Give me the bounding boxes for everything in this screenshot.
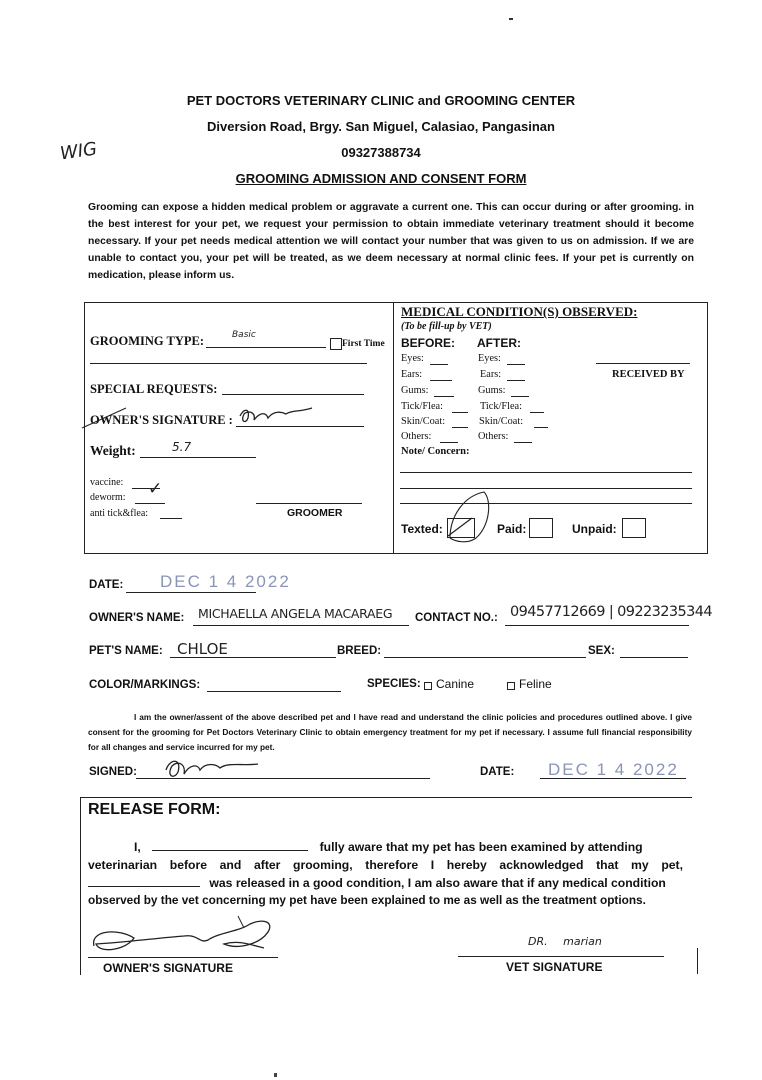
after-item-line[interactable] [534,427,548,428]
groomer-line[interactable] [256,503,362,504]
after-item: Gums: [478,385,506,396]
sex-line[interactable] [620,657,688,658]
color-line[interactable] [207,691,341,692]
vet-signature-label: VET SIGNATURE [506,960,603,974]
before-item: Others: [401,431,432,442]
deworm-check: ✓ [148,479,163,499]
date-label: DATE: [89,579,124,591]
after-item-line[interactable] [530,412,544,413]
groomer-label: GROOMER [287,507,343,519]
before-item: Ears: [401,369,423,380]
grooming-type-label: GROOMING TYPE: [90,334,205,348]
anti-tick-label: anti tick&flea: [90,508,149,519]
owner-name-value: MICHAELLA ANGELA MACARAEG [198,606,393,621]
after-item: Eyes: [478,353,501,364]
special-requests-label: SPECIAL REQUESTS: [90,382,218,396]
margin-note: WIG [58,138,99,165]
release-owner-blank[interactable] [152,839,308,851]
before-item: Eyes: [401,353,424,364]
before-label: BEFORE: [401,336,455,350]
consent-date-label: DATE: [480,766,515,778]
after-item: Tick/Flea: [480,401,522,412]
medical-subtitle: (To be fill-up by VET) [401,321,492,332]
weight-label: Weight: [90,443,136,458]
signed-label: SIGNED: [89,766,137,778]
grooming-type-value: Basic [232,330,256,340]
date-stamp: DEC 1 4 2022 [160,572,291,591]
canine-label: Canine [436,677,475,691]
release-line-1 [88,838,683,856]
after-item-line[interactable] [507,364,525,365]
owner-signature-release-label: OWNER'S SIGNATURE [103,961,233,975]
before-item-line[interactable] [430,364,448,365]
intro-paragraph: Grooming can expose a hidden medical problem or aggravate a current one. This can occur during or after grooming. in the best interest for your pet, we request your permission to obtain immediate veterinary treatment should it become necessary. If your pet needs medical attention we will contact your number that was given to us on admission. If we are unable to contact you, your pet will be treated, as we deem necessary at normal clinic fees. If your pet is currently on medication, please inform us. [88,202,694,281]
owner-name-line[interactable] [193,625,409,626]
breed-label: BREED: [337,645,382,657]
after-item: Skin/Coat: [479,416,524,427]
before-item-line[interactable] [434,396,454,397]
owner-signature-label: OWNER'S SIGNATURE : [90,413,233,427]
received-by-label: RECEIVED BY [612,369,685,380]
after-item-line[interactable] [511,396,529,397]
unpaid-label: Unpaid: [572,522,617,536]
texted-label: Texted: [401,522,443,536]
weight-line[interactable] [140,457,256,458]
received-by-line[interactable] [596,363,690,364]
clinic-name: PET DOCTORS VETERINARY CLINIC and GROOMING CENTER [186,93,576,108]
consent-paragraph: I am the owner/assent of the above described pet and I have read and understand the clinic policies and procedures outlined above. I give consent for the grooming for Pet Doctors Veterinary Clinic to obtain emergency treatment for my pet if necessary. I assume full financial responsibility for all changes and service incurred for my pet. [88,712,692,752]
vet-signature-line[interactable] [458,956,664,957]
release-title: RELEASE FORM: [88,801,221,818]
before-item-line[interactable] [452,412,468,413]
note-line[interactable] [400,488,692,489]
scan-speck [509,18,513,20]
before-item-line[interactable] [440,442,458,443]
release-left-rule [80,797,81,975]
sex-label: SEX: [588,645,615,657]
bottom-speck [274,1073,277,1077]
note-line[interactable] [400,472,692,473]
weight-value: 5.7 [172,440,192,454]
species-label: SPECIES: [367,678,421,690]
release-pet-blank[interactable] [88,875,200,887]
after-item-line[interactable] [507,380,525,381]
release-top-rule [80,797,692,798]
first-time-label: First Time [342,339,385,349]
before-item: Tick/Flea: [401,401,443,412]
release-line-3-text: was released in a good condition, I am also aware that if any medical condition [209,876,666,890]
release-line-3 [88,874,683,892]
clinic-phone: 09327388734 [341,145,421,160]
before-item: Skin/Coat: [401,416,446,427]
after-label: AFTER: [477,336,521,350]
release-line-1-text: fully aware that my pet has been examined by attending [319,840,643,854]
contact-value: 09457712669 | 09223235344 [510,604,713,620]
before-item-line[interactable] [452,427,468,428]
release-line-2: veterinarian before and after grooming, therefore I hereby acknowledged that my pet, [88,858,683,872]
vaccine-label: vaccine: [90,477,124,488]
texted-mark [446,486,494,546]
note-line[interactable] [400,503,692,504]
unpaid-checkbox[interactable] [622,518,646,538]
deworm-label: deworm: [90,492,126,503]
before-item: Gums: [401,385,429,396]
owner-name-label: OWNER'S NAME: [89,612,185,624]
special-requests-line[interactable] [222,394,364,395]
paid-label: Paid: [497,522,527,536]
anti-tick-line[interactable] [160,518,182,519]
after-item-line[interactable] [514,442,532,443]
box-divider [393,302,394,554]
first-time-checkbox[interactable] [330,338,342,350]
pet-name-label: PET'S NAME: [89,645,163,657]
vet-name: DR. marian [528,935,602,948]
breed-line[interactable] [384,657,586,658]
color-label: COLOR/MARKINGS: [89,679,201,691]
form-title: GROOMING ADMISSION AND CONSENT FORM [235,171,527,186]
consent-date-stamp: DEC 1 4 2022 [548,760,679,779]
paid-checkbox[interactable] [529,518,553,538]
canine-checkbox[interactable] [424,682,432,690]
medical-title: MEDICAL CONDITION(S) OBSERVED: [401,304,638,319]
feline-checkbox[interactable] [507,682,515,690]
contact-line[interactable] [505,625,689,626]
note-label: Note/ Concern: [401,446,470,457]
after-item: Ears: [480,369,502,380]
pet-name-value: CHLOE [177,640,228,658]
contact-label: CONTACT NO.: [415,612,498,624]
clinic-address: Diversion Road, Brgy. San Miguel, Calasiao, Pangasinan [207,119,555,134]
release-owner-signature-scribble [88,914,278,960]
before-item-line[interactable] [430,380,452,381]
date-line[interactable] [126,592,256,593]
owner-signature-scribble [236,402,316,428]
release-line-4: observed by the vet concerning my pet have been explained to me as well as the treatment options. [88,893,646,907]
after-item: Others: [478,431,509,442]
grooming-type-line[interactable] [206,347,326,348]
deworm-line[interactable] [135,503,165,504]
release-right-rule [697,948,698,974]
grooming-type-line-2[interactable] [90,363,367,364]
owner-signature-release-line[interactable] [88,957,278,958]
owner-signature-strike [80,406,130,432]
feline-label: Feline [519,677,552,691]
consent-signature-scribble [158,752,262,784]
release-i-label: I, [134,840,141,854]
